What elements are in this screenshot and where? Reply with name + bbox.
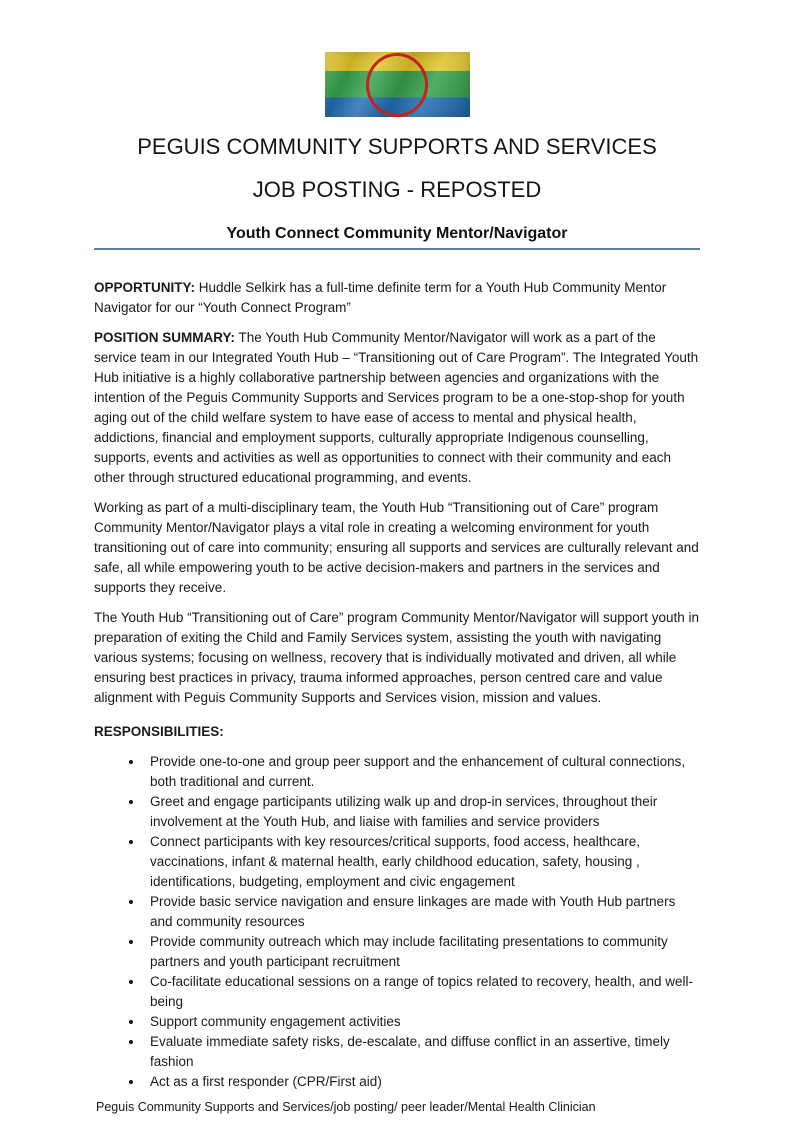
document-footer: Peguis Community Supports and Services/job posting/ peer leader/Mental Health Clinician [96, 1100, 596, 1114]
support-role-paragraph [94, 608, 700, 708]
responsibility-item: • Provide basic service navigation and ensure linkages are made with Youth Hub partners and community resources [144, 892, 700, 932]
support-role-text: The Youth Hub “Transitioning out of Care” program Community Mentor/Navigator will support youth in preparation of exiting the Child and Family Services system, assisting the youth with navigating various systems; focusing on wellness, recovery that is individually motivated and driven, all while ensuring best practices in privacy, trauma informed approaches, person centred care and value alignment with Peguis Community Supports and Services vision, mission and values. [94, 610, 700, 705]
peguis-flag-image [325, 52, 470, 117]
flag-red-ring [366, 53, 428, 117]
responsibility-item: • Co-facilitate educational sessions on a range of topics related to recovery, health, and well-being [144, 972, 700, 1012]
responsibility-item: • Provide one-to-one and group peer support and the enhancement of cultural connections, both traditional and current. [144, 752, 700, 792]
responsibility-item: • Provide community outreach which may include facilitating presentations to community partners and youth participant recruitment [144, 932, 700, 972]
responsibilities-heading: RESPONSIBILITIES: [94, 724, 224, 739]
team-role-paragraph [94, 498, 700, 598]
document-content [94, 134, 700, 1092]
position-summary-paragraph [94, 328, 700, 488]
body-text [94, 278, 700, 1092]
responsibilities-list [94, 752, 700, 1092]
opportunity-paragraph [94, 278, 700, 318]
responsibility-item: • Support community engagement activities [144, 1012, 700, 1032]
divider-line [94, 248, 700, 250]
responsibility-item: • Evaluate immediate safety risks, de-escalate, and diffuse conflict in an assertive, timely fashion [144, 1032, 700, 1072]
job-posting-title: JOB POSTING - REPOSTED [252, 177, 542, 202]
opportunity-label: OPPORTUNITY: [94, 280, 195, 295]
position-summary-text: The Youth Hub Community Mentor/Navigator will work as a part of the service team in our Integrated Youth Hub – “Transitioning out of Care Program”. The Integrated Youth Hub initiative is a highly collaborative partnership between agencies and organizations with the intention of the Peguis Community Supports and Services program to be a one-stop-shop for youth aging out of the child welfare system to have ease of access to mental and physical health, addictions, financial and employment supports, culturally appropriate Indigenous counselling, supports, events and activities as well as opportunities to connect with their community and each other through structured educational programming, and events. [94, 330, 699, 485]
organization-title: PEGUIS COMMUNITY SUPPORTS AND SERVICES [137, 134, 657, 159]
responsibility-item: • Greet and engage participants utilizing walk up and drop-in services, throughout their involvement at the Youth Hub, and liaise with families and service providers [144, 792, 700, 832]
team-role-text: Working as part of a multi-disciplinary team, the Youth Hub “Transitioning out of Care” program Community Mentor/Navigator plays a vital role in creating a welcoming environment for youth transitioning out of care into community; ensuring all supports and services are culturally relevant and safe, all while empowering youth to be active decision-makers and partners in the services and supports they receive. [94, 500, 699, 595]
responsibility-item: • Connect participants with key resources/critical supports, food access, healthcare, vaccinations, infant & maternal health, early childhood education, safety, housing , identifications, budgeting, employment and civic engagement [144, 832, 700, 892]
position-summary-label: POSITION SUMMARY: [94, 330, 235, 345]
opportunity-text: Huddle Selkirk has a full-time definite term for a Youth Hub Community Mentor Navigator for our “Youth Connect Program” [94, 280, 667, 315]
responsibility-item: • Act as a first responder (CPR/First aid) [144, 1072, 700, 1092]
position-title: Youth Connect Community Mentor/Navigator [226, 225, 568, 242]
